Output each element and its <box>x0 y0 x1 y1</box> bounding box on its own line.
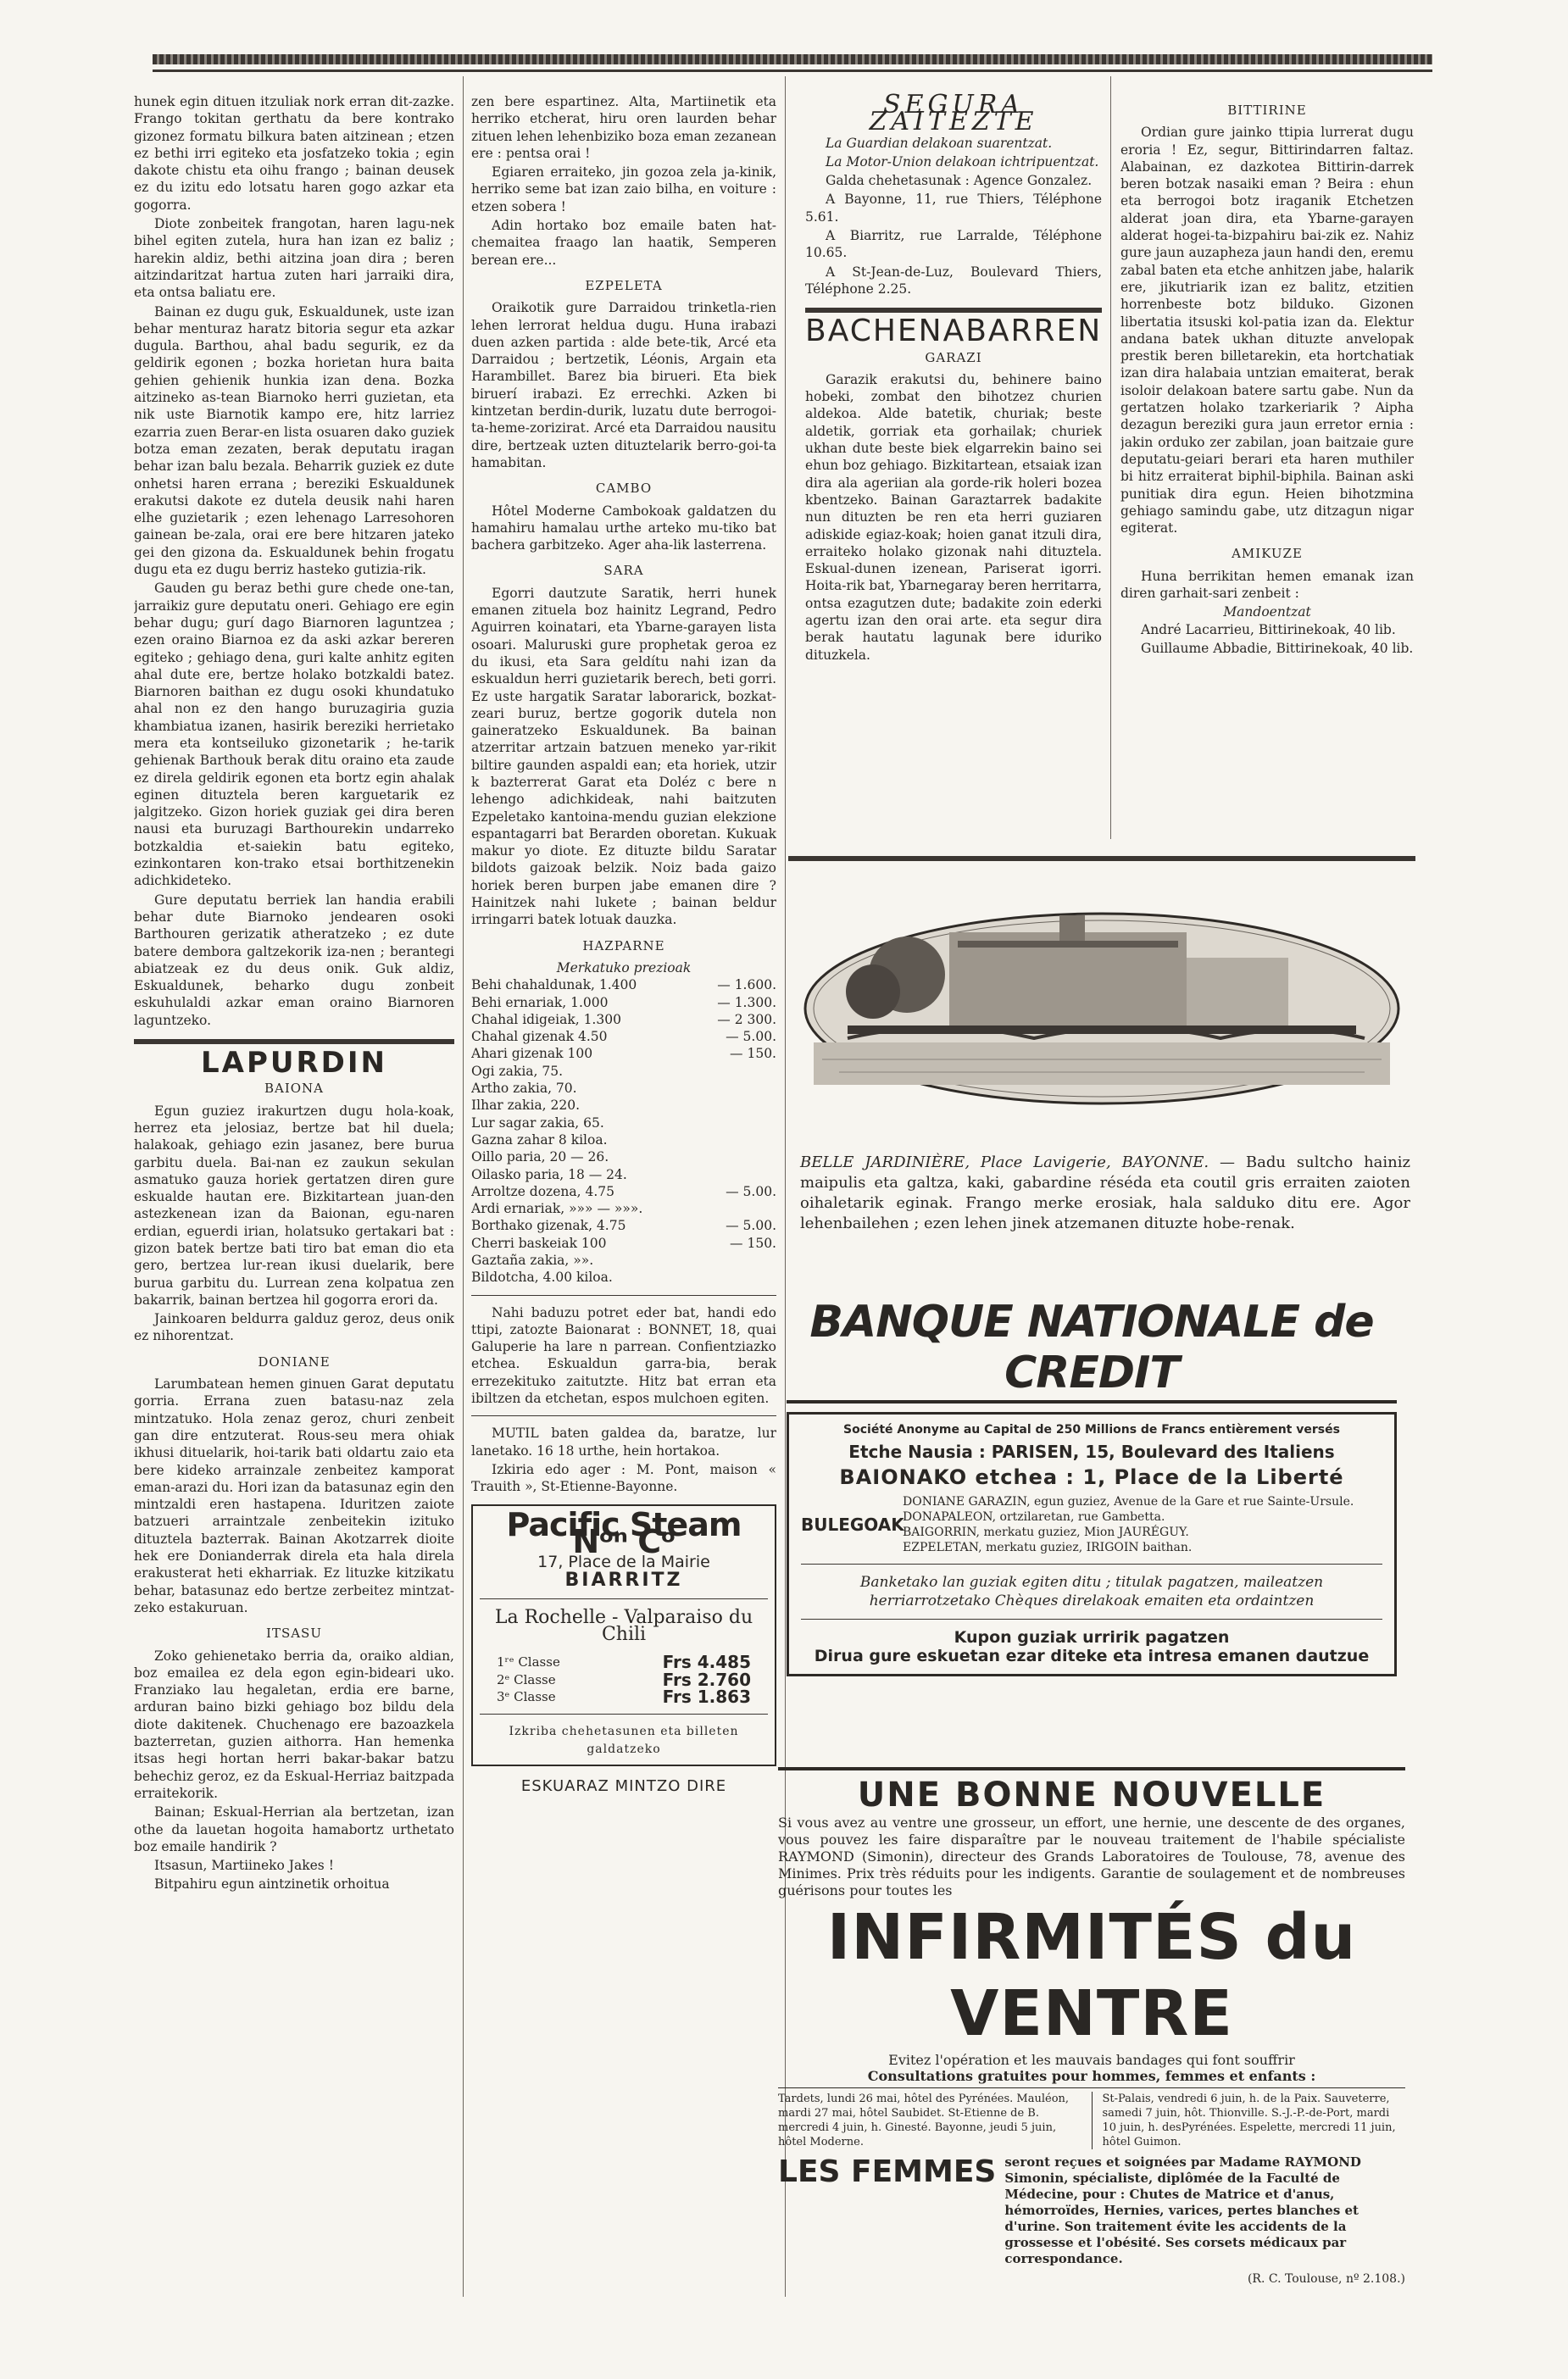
price-row <box>471 1269 776 1286</box>
office-line: DONIANE GARAZIN, egun guziez, Avenue de la Gare et rue Sainte-Ursule. <box>903 1495 1354 1509</box>
eskuaraz-footer: ESKUARAZ MINTZO DIRE <box>520 1776 727 1795</box>
article-paragraph: zen bere espartinez. Alta, Martiinetik eta herriko etcherat, hiru oren laurden behar zituen lehen lehenbiziko boza eman zezanean ere : pentsa orai ! <box>471 94 776 161</box>
price-item: Ahari gizenak 100 <box>471 1046 593 1062</box>
section-rule <box>134 1039 454 1044</box>
price-item: Behi ernariak, 1.000 <box>471 994 609 1010</box>
divider <box>1092 2092 1093 2149</box>
consultations-line: Consultations gratuites pour hommes, femmes et enfants : <box>778 2068 1405 2088</box>
caption-text: — Badu sultcho hainiz maipulis eta galtza, kaki, gabardine réséda eta coutil gris erraiten zaioten oihaletarik eginak. Frango merke erosiak, hala salduko ditu ere. Agor lehenbailehen ; ezen lehen jinek atzemanen dituzte hobe-renak. <box>800 1153 1410 1232</box>
section-rule <box>805 308 1102 313</box>
price-row <box>471 1148 776 1165</box>
prize-line: Guillaume Abbadie, Bittirinekoak, 40 lib. <box>1141 640 1414 656</box>
price-value: — 150. <box>730 1235 776 1251</box>
office-line: DONAPALEON, ortzilaretan, rue Gambetta. <box>903 1510 1165 1524</box>
bank-capital: Société Anonyme au Capital de 250 Millions de Francs entièrement versés <box>843 1423 1340 1437</box>
pacific-address: 17, Place de la Mairie <box>537 1553 710 1572</box>
pacific-title: Pacific Steam Nᵒⁿ Cᵒ <box>506 1505 742 1560</box>
price-row <box>471 1200 776 1217</box>
price-value: — 5.00. <box>726 1029 776 1045</box>
bank-paris: Etche Nausia : PARISEN, 15, Boulevard des Italiens <box>848 1442 1335 1462</box>
bonne-nouvelle-title: UNE BONNE NOUVELLE <box>857 1776 1326 1815</box>
pacific-note: Izkriba chehetasunen eta billeten galdatzeko <box>509 1725 739 1756</box>
price-item: Bildotcha, 4.00 kiloa. <box>471 1270 613 1286</box>
price-item: Behi chahaldunak, 1.400 <box>471 977 637 993</box>
insurance-line: La Guardian delakoan suarentzat. <box>826 135 1053 151</box>
price-item: Lur sagar zakia, 65. <box>471 1114 604 1131</box>
top-border <box>153 54 1432 64</box>
price-row <box>471 1114 776 1131</box>
caption-place: BELLE JARDINIÈRE, Place Lavigerie, BAYONNE. <box>800 1153 1209 1171</box>
bank-box <box>787 1412 1397 1676</box>
amikuze-heading: AMIKUZE <box>1232 546 1303 562</box>
top-rule <box>153 69 1432 72</box>
price-row <box>471 1063 776 1080</box>
bank-dirua: Dirua gure eskuetan ezar diteke eta intresa emanen dautzue <box>814 1647 1370 1665</box>
article-paragraph: Galda chehetasunak : Agence Gonzalez. <box>826 173 1093 189</box>
bank-kupon: Kupon guziak urririk pagatzen <box>954 1628 1230 1647</box>
divider <box>480 1598 768 1599</box>
article-paragraph: Egorri dautzute Saratik, herri hunek emanen zituela boz hainitz Legrand, Pedro Aguirren koinatari, eta Ybarne-garayen lista osoari. Maluruski gure prophetak geroa ez du ikusi, eta Sara geldítu nahi izan da eskualdun herri guzietarik berech, beti gorri. Ez uste hargatik Saratar laborarick, bozkat-zeari buruz, bertze gogorik dutela non gaineratzeko Eskualdunek. Ba bainan atzerritar artzain batzuen meneko yar-rikit biltire gaunden aspaldi ean; eta horiek, utzir k bazterrerat Garat eta Doléz c bere n lehengo adichkideak, nahi baitzuten Ezpeletako kantoina-mendu guzian elekzione espantagarri bat Berarden oboretan. Kukuak makur yo diote. Ez dituzte bildu Saratar bildots gaizoak belzik. Noiz bada gaizo horiek beren burpen jabe emanen dire ? Hainitzek nahi lukete ; bainan beldur irringarri batek lotuak dauzka. <box>471 585 776 928</box>
fare-class: 2ᵉ Classe <box>497 1671 556 1687</box>
pacific-route: La Rochelle - Valparaiso du Chili <box>494 1606 753 1646</box>
registration-ref: (R. C. Toulouse, nº 2.108.) <box>1247 2272 1405 2286</box>
fare-row <box>480 1688 768 1705</box>
price-row <box>471 1217 776 1234</box>
raymond-intro: Si vous avez au ventre une grosseur, un effort, une hernie, une descente de des organes, vous pouvez les faire disparaître par le nouveau traitement de l'habile spécialiste RAYMOND (Simonin), directeur des Grands Laboratoires de Toulouse, 78, avenue des Minimes. Prix très réduits pour les indigents. Garantie de soulagement et de nombreuses guérisons pour toutes les <box>778 1815 1405 1898</box>
price-value: — 1.300. <box>717 994 776 1010</box>
baiona-heading: BAIONA <box>264 1081 325 1097</box>
towns-left: Tardets, lundi 26 mai, hôtel des Pyrénées. Mauléon, mardi 27 mai, hôtel Saubidet. St-Etienne de B. mercredi 4 juin, h. Ginesté. Bayonne, jeudi 5 juin, hôtel Moderne. <box>778 2093 1070 2148</box>
price-value: — 5.00. <box>726 1183 776 1199</box>
price-item: Cherri baskeiak 100 <box>471 1235 607 1251</box>
column-3 <box>805 93 1102 856</box>
price-list <box>471 976 776 1286</box>
price-item: Ardi ernariak, »»» — »»». <box>471 1201 643 1217</box>
cambo-heading: CAMBO <box>595 481 653 497</box>
bank-title: BANQUE NATIONALE de CREDIT <box>809 1297 1374 1398</box>
price-value: — 1.600. <box>717 977 776 993</box>
price-row <box>471 994 776 1011</box>
price-item: Ilhar zakia, 220. <box>471 1098 581 1114</box>
article-paragraph: Itsasun, Martiineko Jakes ! <box>154 1858 334 1874</box>
price-row <box>471 1183 776 1200</box>
fare-row <box>480 1652 768 1673</box>
office-line: EZPELETAN, merkatu guziez, IRIGOIN baithan. <box>903 1541 1193 1554</box>
article-paragraph: Nahi baduzu potret eder bat, handi edo ttipi, zatozte Baionarat : BONNET, 18, quai Galuperie ha lare n parrean. Confientziazko etchea. Eskualdun garra-bia, berak errezekituko zaitutzte. Hitz bat erran eta ibiltzen da etchetan, espos mulchoen egiten. <box>471 1304 776 1407</box>
price-row <box>471 1011 776 1028</box>
price-value: — 5.00. <box>726 1218 776 1234</box>
fare-class: 1ʳᵉ Classe <box>497 1654 560 1670</box>
divider <box>801 1619 1382 1620</box>
femmes-block <box>778 2154 1405 2267</box>
bittirine-heading: BITTIRINE <box>1227 103 1307 118</box>
price-item: Gaztaña zakia, »». <box>471 1253 594 1268</box>
fare-class: 3ᵉ Classe <box>497 1688 556 1704</box>
price-row <box>471 1252 776 1269</box>
towns-right: St-Palais, vendredi 6 juin, h. de la Paix. Sauveterre, samedi 7 juin, hôt. Thionville. S.-J.-P.-de-Port, mardi 10 juin, h. desPyrénées. Espelette, mercredi 11 juin, hôtel Guimon. <box>1102 2093 1396 2148</box>
merkatu-subheading: Merkatuko prezioak <box>556 959 692 976</box>
price-item: Oilasko paria, 18 — 24. <box>471 1166 627 1182</box>
pacific-city: BIARRITZ <box>564 1570 683 1592</box>
price-item: Chahal gizenak 4.50 <box>471 1029 608 1045</box>
article-paragraph: Egun guziez irakurtzen dugu hola-koak, herrez eta jelosiaz, bertze bat hil duela; halakoak, gehiago ezin jasanez, bere burua garbitu duela. Bai-nan ez zaukun sekulan asmatuko gauza horiek gertatzen diren gure eskualde hautan ere. Bizkitartean juan-den astezkenean izan da Baionan, egu-naren erdian, eguerdi irian, holatsuko gertakari bat : gizon batek bertze bati tiro bat eman dio eta gero, bertzea lur-rean ikusi duelarik, bere burua garbitu du. Lurrean zena kolpatua zen bakarrik, bainan bertzea hil gogorra erori da. <box>134 1103 454 1308</box>
price-row <box>471 1045 776 1062</box>
article-paragraph: Bitpahiru egun aintzinetik orhoitua <box>154 1876 390 1893</box>
price-item: Arroltze dozena, 4.75 <box>471 1183 614 1199</box>
price-row <box>471 1097 776 1114</box>
price-row <box>471 1131 776 1148</box>
article-paragraph: Bainan ez dugu guk, Eskualdunek, uste izan behar menturaz haratz bitoria segur eta azkar dugula. Barthou, ahal badu segurik, ez da geldirik egonen ; bozka horietan hura baita gehien gehienik hunkia izan dena. Bozka aitzineko as-tean Biarnoko herri guzietan, eta nik uste Biarnotik kampo ere, hitz larriez ezarria zuen Berar-en lista osuaren dako guziek botza eman zezaten, berak deputatu iragan behar izan balu bezala. Beharrik guziek ez dute onhetsi haren errana ; bereziki Eskualdunek erakutsi dakote ez dutela deusik nahi haren elhe guzietarik ; ezen lehenago Larresohoren gainean be-zala, orai ere bere hitzaren jateko gei den gizona da. Eskualdunek behin frogatu dugu eta ez dugu berriz hasteko gutizia-rik. <box>134 303 454 578</box>
price-item: Borthako gizenak, 4.75 <box>471 1218 626 1234</box>
belle-jardiniere-illustration <box>788 881 1415 1136</box>
infirmites-title: INFIRMITÉS du VENTRE <box>826 1901 1357 2050</box>
segura-heading: SEGURA ZAITEZTE <box>869 93 1038 137</box>
fare-price: Frs 2.760 <box>662 1669 751 1690</box>
consultation-towns <box>778 2092 1405 2149</box>
price-item: Ogi zakia, 75. <box>471 1063 564 1079</box>
price-value: — 150. <box>730 1046 776 1062</box>
raymond-ad <box>778 1767 1405 2301</box>
article-paragraph: Huna berrikitan hemen emanak izan diren garhait-sari zenbeit : <box>1120 568 1414 602</box>
doniane-heading: DONIANE <box>258 1353 331 1370</box>
insurance-line: La Motor-Union delakoan ichtripuentzat. <box>826 153 1099 170</box>
column-rule <box>463 76 464 2297</box>
price-row <box>471 1235 776 1252</box>
price-item: Gazna zahar 8 kiloa. <box>471 1131 608 1148</box>
price-row <box>471 976 776 993</box>
section-rule <box>788 856 1415 861</box>
article-paragraph: Bainan; Eskual-Herrian ala bertzetan, izan othe da lauetan hogoita hamabortz urthetato boz emaile handirik ? <box>134 1804 454 1854</box>
ezpeleta-heading: EZPELETA <box>585 277 663 293</box>
bulegoak-label: BULEGOAK <box>801 1515 904 1535</box>
itsasu-heading: ITSASU <box>266 1626 322 1642</box>
divider <box>801 1564 1382 1565</box>
bank-ad <box>778 1297 1405 1737</box>
fare-price: Frs 4.485 <box>662 1652 751 1673</box>
article-paragraph: hunek egin dituen itzuliak nork erran dit-zazke. Frango tokitan gerthatu da bere kontrako gizonez formatu bilkura baten aitzinean ; etzen ez bethi irri egiteko eta josfatzeko tokia ; egin dakote chistu eta oihu frango ; bainan deusek ez du izitu edo lotsatu haren gogo azkar eta gogorra. <box>134 94 454 213</box>
article-paragraph: Garazik erakutsi du, behinere baino hobeki, zombat den bihotzez churien aldekoa. Alde batetik, churiak; beste aldetik, gorriak eta gorhailak; churiek ukhan dute beste biek elgarrekin baino sei ehun boz gehiago. Bizkitartean, etsaiak izan dira ala ageriian ala gorde-rik holeri bozea kbentzeko. Bainan Garaztarrek badakite nun dituzten be ren eta herri guziaren adiskide egiaz-koak; hoien ganat itzuli dira, erraiteko holako gizonak nahi dituztela. Eskual-dunen izenean, Pariserat igorri. Hoita-rik bat, Ybarnegaray beren herritarra, ontsa ezagutzen dute; badakite zoin ederki agertu izan den orai arte. eta segur dira berak hautatu lagunak bere iduriko dituzkela. <box>805 371 1102 663</box>
article-paragraph: Larumbatean hemen ginuen Garat deputatu gorria. Errana zuen batasu-naz zela mintzatuko. Hola zenaz geroz, churi zenbeit gan dire entzuterat. Rous-seu mera ohiak ikhusi dituelarik, hoi-tarik bati oldartu zaio eta bere kideko arrainzale zenbeitez kamporat eman-arazi du. Hori izan da batasunaz egin den mintzaldi eren hastapena. Iduritzen zaiote batzueri arraintzale zenbeitekin izituko dituztela bazterrak. Bainan Akotzarrek dioite hek ere Donianderrak direla eta hala direla erakusterat heti ekharriak. Ez lituzke kitzikatu behar, batasunaz edo bertze zerbeitez mintzat-zeko estakuruan. <box>134 1376 454 1615</box>
divider <box>471 1415 776 1416</box>
column-2 <box>471 93 776 2297</box>
bachenabarren-heading: BACHENABARREN <box>805 314 1102 349</box>
article-paragraph: Oraikotik gure Darraidou trinketla-rien lehen lerrorat heldua dugu. Huna irabazi duen azken partida : alde bete-tik, Arcé eta Darraidou ; bertzetik, Léonis, Argain eta Harambillet. Barez bia birueri. Eta biek biruerí irabazi. Ez errechki. Azken bi kintzetan berdin-durik, luzatu dute berrogoi-ta-heme-zorizirat. Arcé eta Darraidou nausitu dire, bertzeak uzten dituztelarik berro-goi-ta hamabitan. <box>471 300 776 470</box>
evitez-line: Evitez l'opération et les mauvais bandages qui font souffrir <box>888 2052 1295 2068</box>
office-list <box>903 1494 1382 1555</box>
address-line: A Bayonne, 11, rue Thiers, Téléphone 5.61. <box>805 192 1102 225</box>
divider <box>787 1400 1397 1403</box>
article-paragraph: Hôtel Moderne Cambokoak galdatzen du hamahiru hamalau urthe arteko mu-tiko bat bachera garbitzeko. Ager aha-lik lasterrena. <box>471 503 776 553</box>
fare-price: Frs 1.863 <box>662 1686 751 1707</box>
price-row <box>471 1080 776 1097</box>
hazparne-heading: HAZPARNE <box>582 937 665 953</box>
article-paragraph: Jainkoaren beldurra galduz geroz, deus onik ez nihorentzat. <box>134 1311 454 1344</box>
column-4 <box>1120 93 1414 856</box>
office-line: BAIGORRIN, merkatu guziez, Mion JAURÉGUY. <box>903 1526 1189 1539</box>
prize-line: André Lacarrieu, Bittirinekoak, 40 lib. <box>1141 621 1396 637</box>
price-row <box>471 1028 776 1045</box>
article-paragraph: Zoko gehienetako berria da, oraiko aldian, boz emailea ez dela egon egin-bideari uko. Franziako lau hegaletan, erdia ere barne, arduran baino bizki gehiago boz bildu dela diote dakitenek. Chuchenago ere bazoazkela bazterretan, guzien aithorra. Han hemenka itsas hegi hortan herri bakar-bakar batzu behechiz geroz, ez da Eskual-Herriaz baitzpada erraitekorik. <box>134 1648 454 1801</box>
divider <box>480 1714 768 1715</box>
article-paragraph: Egiaren erraiteko, jin gozoa zela ja-kinik, herriko seme bat izan zaio bilha, en voiture : etzen sobera ! <box>471 164 776 214</box>
price-row <box>471 1166 776 1183</box>
class-list <box>480 1654 768 1705</box>
price-item: Artho zakia, 70. <box>471 1081 577 1097</box>
address-line: A Biarritz, rue Larralde, Téléphone 10.65. <box>805 228 1102 261</box>
price-item: Chahal idigeiak, 1.300 <box>471 1011 621 1027</box>
pacific-steam-ad <box>471 1504 776 1766</box>
article-paragraph: Adin hortako boz emaile baten hat-chemaitea fraago lan haatik, Semperen berean ere... <box>471 218 776 268</box>
mandoentzat-label: Mandoentzat <box>1223 604 1311 620</box>
column-1 <box>134 93 454 2297</box>
price-item: Oillo paria, 20 — 26. <box>471 1149 609 1165</box>
article-paragraph: Gure deputatu berriek lan handia erabili behar dute Biarnoko jendearen osoki Barthouren gerizatik atheratzeko ; ez dute batere dembora galtzekorik iza-nen ; berantegi abiatzeak ez du deus onik. Guk aldiz, Eskualdunek, beharko dugu zonbeit eskuhulaldi azkar eman oraino Biarnoren laguntzeko. <box>134 892 454 1028</box>
fare-row <box>480 1671 768 1688</box>
garazi-heading: GARAZI <box>925 349 982 365</box>
article-paragraph: Gauden gu beraz bethi gure chede one-tan, jarraikiz gure deputatu oneri. Gehiago ere egin behar dugu; gurí dago Biarnoren laguntzea ; ezen oraino Biarnoa ez da aski azkar bereren egiteko ; gehiago dena, guri kalte anhitz egiten ahal dute ere, bertze holako botzkaldi batez. Biarnoren baithan ez dugu osoki khundatuko ahal non ez den hango buruzagiria guzia khambiatua izanen, hasirik bereziki herrietako mera eta kontseiluko gizonetarik ; he-tarik gehienak Barthouk berak ditu oraino eta zaude ez direla geldirik egonen eta bortz egin ahalak eginen dituztela beren karguetarik ez jalgitzeko. Gizon horiek guziak gei dira beren nausi eta buruzagi Barthourekin undarreko botzkaldia et-saiekin batu egiteko, ezinkontaren kon-trako etsai borthitzenekin adichkideteko. <box>134 581 454 889</box>
price-value: — 2 300. <box>717 1011 776 1027</box>
bank-baionako: BAIONAKO etchea : 1, Place de la Liberté <box>839 1465 1344 1489</box>
sara-heading: SARA <box>603 563 644 579</box>
article-paragraph: Diote zonbeitek frangotan, haren lagu-nek bihel egiten zutela, hura han izan ez baliz ; harekin aldiz, bethi aitzina joan dira ; beren aitzindaritzat hartua zuten hari jarraiki dira, eta ontsa baliatu ere. <box>134 216 454 301</box>
column-rule <box>1110 76 1111 839</box>
bank-services: Banketako lan guziak egiten ditu ; titulak pagatzen, maileatzen herriarrotzetako Chèques direlakoak emaiten eta ordaintzen <box>859 1574 1324 1609</box>
femmes-text: seront reçues et soignées par Madame RAYMOND Simonin, spécialiste, diplômée de la Faculté de Médecine, pour : Chutes de Matrice et d'anus, hémorroïdes, Hernies, varices, pertes blanches et d'urine. Son traitement évite les accidents de la grossesse et l'obésité. Ses corsets médicaux par correspondance. <box>1004 2154 1361 2266</box>
divider <box>471 1295 776 1296</box>
address-line: A St-Jean-de-Luz, Boulevard Thiers, Téléphone 2.25. <box>805 264 1102 297</box>
lapurdin-heading: LAPURDIN <box>200 1046 387 1081</box>
article-paragraph: MUTIL baten galdea da, baratze, lur lanetako. 16 18 urthe, hein hortakoa. <box>471 1426 776 1459</box>
belle-jardiniere-caption <box>800 1153 1410 1234</box>
bank-offices <box>801 1494 1382 1555</box>
article-paragraph: Izkiria edo ager : M. Pont, maison « Trauith », St-Etienne-Bayonne. <box>471 1461 776 1495</box>
article-paragraph: Ordian gure jainko ttipia lurrerat dugu eroria ! Ez, segur, Bittirindarren faltaz. Alabainan, ez dazkotea Bittirin-darrek beren botzak nasaiki eman ? Beira : ehun eta berrogoi botz iraganik Etchetzen alderat joan dira, eta Ybarne-garayen alderat hogei-ta-bizpahiru bai-zik ez. Nahiz gure jaun auzapheza jaun handi den, eremu zabal baten eta etche anhitzen jabe, halarik ere, jikutriarik izan ez balitz, etzitien horrenbeste botz bilduko. Gizonen libertatia itsuski kol-patia izan da. Elektur andana batek ukhan dituzte anvelopak prestik beren billetarekin, eta hortchatiak izan dira halabaia untzian emaiterat, berak isoloir delakoan batere sartu gabe. Nun da gertatzen holako tzarkeriarik ? Aipha dezagun bereziki gura jaun erretor ernia : jakin orduko zer zabilan, joan baitzaie gure deputatu-geiari berari eta haren muthiler bi hitz erraiterat biphil-biphila. Bainan aski punitiak dira egun. Heien bihotzmina gehiago samindu gabe, utz ditzagun nigar egiterat. <box>1120 125 1414 536</box>
les-femmes-title: LES FEMMES <box>778 2154 997 2189</box>
